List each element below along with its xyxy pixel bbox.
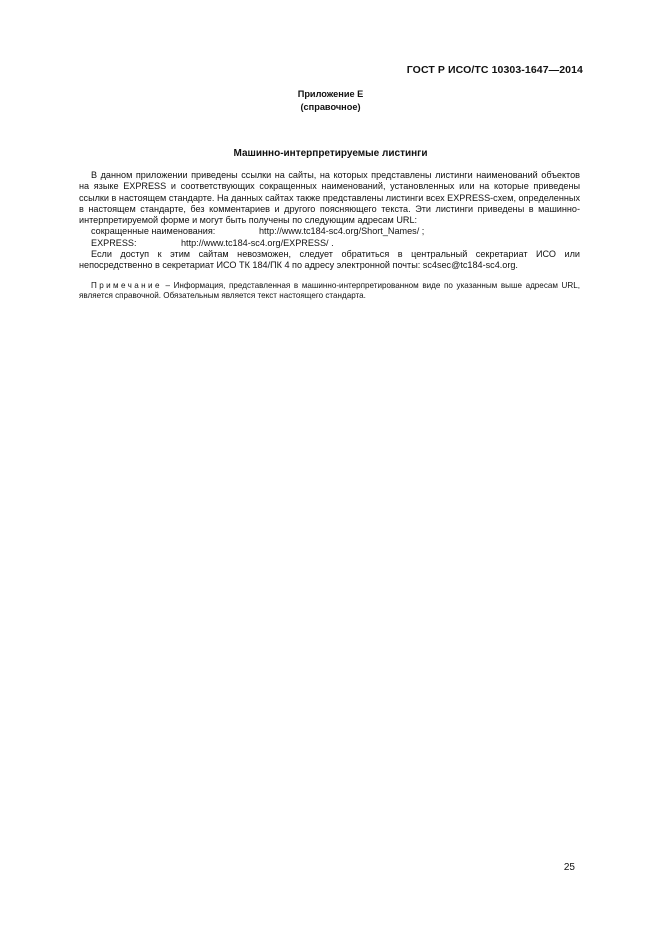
contact-paragraph: Если доступ к этим сайтам невозможен, следует обратиться в центральный секретариат ИСО или непосредственно в секретариат ИСО ТК 184/ПК 4 по адресу электронной почты: sc4sec@tc184-sc4.org.	[79, 249, 580, 271]
annex-heading	[0, 88, 661, 113]
standard-identifier: ГОСТ Р ИСО/ТС 10303-1647—2014	[406, 64, 583, 76]
note-text: Информация, представленная в машинно-интерпретированном виде по указанным выше адресам URL, является справочной. Обязательным является текст настоящего стандарта.	[79, 280, 580, 301]
note-label: Примечание	[91, 280, 162, 290]
note	[79, 281, 580, 302]
annex-body	[79, 170, 580, 310]
url-line-express	[79, 238, 580, 249]
intro-paragraph: В данном приложении приведены ссылки на сайты, на которых представлены листинги наименований объектов на языке EXPRESS и соответствующих сокращенных наименований, установленных или на которые приведены ссылки в настоящем стандарте. На данных сайтах также представлены листинги всех EXPRESS-схем, определенных в настоящем стандарте, без комментариев и другого поясняющего текста. Эти листинги приведены в машинно-интерпретируемой форме и могут быть получены по следующим адресам URL:	[79, 170, 580, 226]
url-link[interactable]: http://www.tc184-sc4.org/Short_Names/ ;	[259, 226, 425, 237]
annex-type: (справочное)	[300, 101, 361, 112]
url-link[interactable]: http://www.tc184-sc4.org/EXPRESS/ .	[181, 237, 334, 248]
url-label: сокращенные наименования:	[91, 226, 216, 237]
annex-title: Машинно-интерпретируемые листинги	[233, 148, 428, 159]
url-label: EXPRESS:	[91, 237, 137, 248]
page-number: 25	[563, 862, 575, 873]
url-line-short-names	[79, 226, 580, 237]
annex-label: Приложение Е	[297, 89, 364, 99]
note-separator: –	[161, 280, 174, 290]
